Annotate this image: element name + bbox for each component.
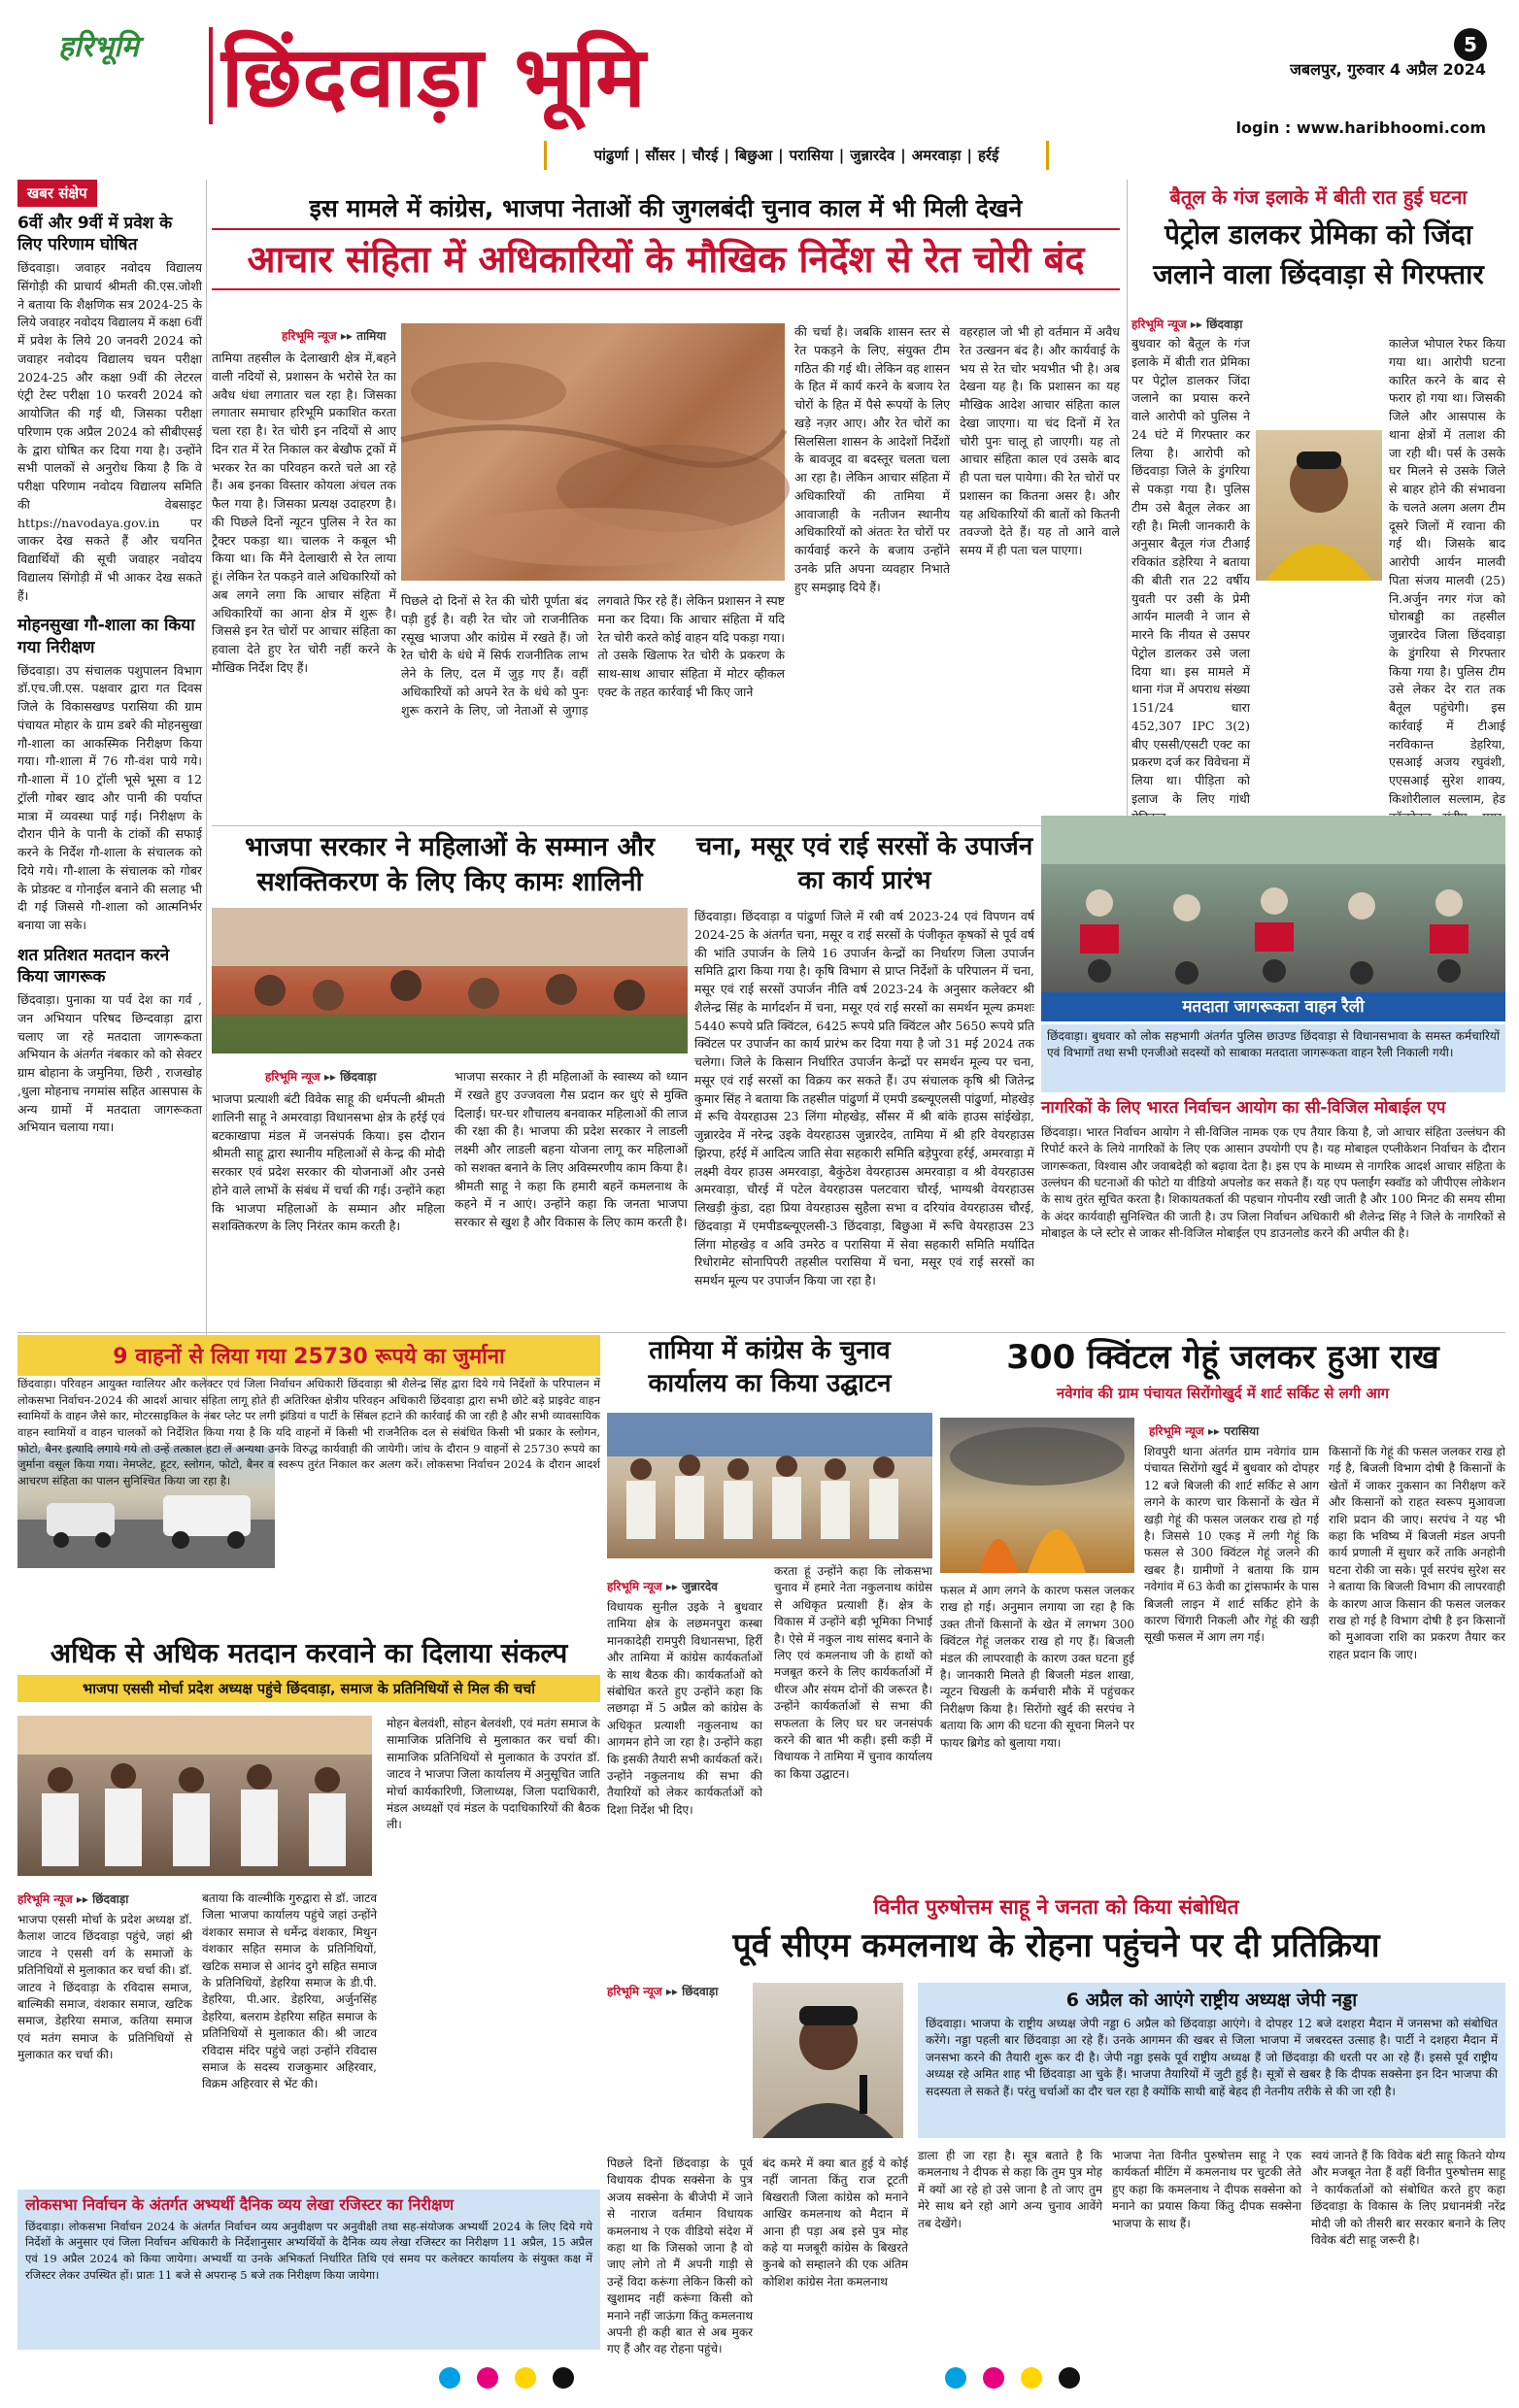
brief-body: छिंदवाड़ा। जवाहर नवोदय विद्यालय सिंगोड़ी की प्राचार्य श्रीमती की.एस.जोशी ने बताया कि शैक्षणिक सत्र 2024-25 के लिये जवाहर नवोदय विद्यालय में कक्षा 6वीं में प्रवेश के लिये 20 जनवरी 2024 को जवाहर नवोदय विद्यालय चयन परीक्षा 2024-25 और कक्षा 9वीं की लेटरल एंट्री टेस्ट परीक्षा 10 फरवरी 2024 को आयोजित की गई थी, जिसका परीक्षा परिणाम एक अप्रैल 2024 को सीबीएसई के द्वारा घोषित कर दिया गया है। उन्होंने सभी पालकों से अनुरोध किया है कि वे परीक्षा परिणाम नवोदय विद्यालय समिति की वेबसाइट https://navodaya.gov.in पर जाकर देख सकते हैं और चयनित विद्यार्थियों की सूची जवाहर नवोदय विद्यालय सिंगोड़ी में भी आकर देख सकते हैं। bbox=[17, 260, 202, 603]
wheat-subhead: नवेगांव की ग्राम पंचायत सिरोंगोखुर्द में शार्ट सर्किट से लगी आग bbox=[1056, 1384, 1390, 1402]
byline-place: छिंदवाड़ा bbox=[340, 1070, 377, 1084]
masthead-divider bbox=[209, 27, 213, 124]
betul-body-left: बुधवार को बैतूल के गंज इलाके में बीती रात प्रेमिका पर पेट्रोल डालकर जिंदा जलाने का प्रयास करने वाले आरोपी को पुलिस ने 24 घंटे में गिरफ्तार कर लिया है। आरोपी को छिंदवाड़ा जिले के डुंगरिया से पकड़ा गया है। पुलिस टीम उसे बैतूल लेकर आ रही है। मिली जानकारी के अनुसार बैतूल गंज टीआई रविकांत डहेरिया ने बताया की बीती रात 22 वर्षीय युवती पर उसी के प्रेमी आर्यन मालवी ने जान से मारने कि नीयत से उसपर पेट्रोल डालकर उसे जला दिया था। इस मामले में थाना गंज में अपराध संख्या 151/24 धारा 452,307 IPC 3(2) बीए एससी/एसटी एक्ट का प्रकरण दर्ज कर विवेचना में लिया था। पीड़िता को इलाज के लिए गांधी bbox=[1131, 336, 1250, 806]
nadda-box bbox=[918, 1983, 1505, 2138]
sc-meeting-photo bbox=[17, 1716, 372, 1876]
kamalnath-col-1: पिछले दिनों छिंदवाड़ा के पूर्व विधायक दीपक सक्सेना के पुत्र अजय सक्सेना के बीजेपी में जाने से नाराज वर्तमान विधायक कमलनाथ ने एक वीडियो संदेश में कहा था कि जिसको जाना है वो जाए लोगे तो मैं अपनी गाड़ी से उन्हें विदा करूंगा लेकिन किसी को खुशामद नहीं करूंगा किसी को मनाने नहीं जाऊंगा किंतु कमलनाथ अपनी ही कही बात से अब मुकर गए हैं और वह रोहना पहुंचे। bbox=[607, 2157, 753, 2357]
betul-headline: पेट्रोल डालकर प्रेमिका को जिंदा जलाने वाला छिंदवाड़ा से गिरफ्तार bbox=[1153, 218, 1484, 290]
betul-body-right: कालेज भोपाल रेफर किया गया था। आरोपी घटना कारित करने के बाद से फरार हो गया था। जिसकी जिले और आसपास के थाना क्षेत्रों में तलाश की जा रही थी। पर्स के उसके घर मिलने से उसके जिले से बाहर होने की संभावना के चलते अलग अलग टीम दूसरे जिलों में रवाना की गई थी। जिसके बाद आरोपी आर्यन मालवी पिता संजय मालवी (25) नि.अर्जुन नगर गंज को घोराबड्डी का तहसील जुन्नारदेव जिला छिंदवाड़ा के डुंगरिया से गिरफ्तार किया गया है। पुलिस टीम उसे लेकर देर रात तक बैतूल पहुंचेगी। इस कार्रवाई में टीआई नरविकान्त डेहरिया, एसआई अजय रघुवंशी, एएसआई सुरेश शाक्य, किशोरीलाल सल्लाम, हेड bbox=[1389, 336, 1505, 806]
page-number: 5 bbox=[1454, 28, 1487, 61]
wheat-col-1: शिवपुरी थाना अंतर्गत ग्राम नवेगांव ग्राम पंचायत सिरोंगो खुर्द में बुधवार को दोपहर 12 बजे बिजली की शार्ट सर्किट से आग लगने के कारण चार किसानों के खेत में खड़ी गेहूं की फसल जलकर राख हो गई है। जिससे 10 एकड़ में लगी गेहूं कि फसल से 300 क्विंटल गेहूं जलने की खबर है। ग्रामीणों ने बताया कि ग्राम नवेगांव में 63 केवी का ट्रांसफार्मर के पास बिजली लाइन में शार्ट सर्किट होने के कारण चिंगारी निकली और गेहूं की खड़ी सूखी फसल में आग लग गई। bbox=[1144, 1445, 1319, 1645]
brief-body: छिंदवाड़ा। पुनाका या पर्व देश का गर्व , जन अभियान परिषद छिन्दवाड़ा द्वारा चलाए जा रहे मतदाता जागरूकता अभियान के अंतर्गत नंबकार को को सेक्टर ग्राम बोहाना के जमुनिया, छिरी , राजखोह ,धुला मोहनाच नगमांस सहित आसपास के अन्य ग्रामों में मतदाता जागरूकता अभियान चलाया गया। bbox=[17, 992, 202, 1135]
congress-col-2: करता हूं उन्होंने कहा कि लोकसभा चुनाव में हमारे नेता नकुलनाथ कांग्रेस से अधिकृत प्रत्याशी हैं। क्षेत्र के विकास में उन्होंने बड़ी भूमिका निभाई है। ऐसे में नकुल नाथ सांसद बनाने के लिए एवं कमलनाथ जी के हाथों को मजबूत करने के लिए कार्यकर्ताओं में धीरज और संयम दोनों की जरूरत है। उन्होंने कार्यकर्ताओं से सभा की सफलता के लिए घर घर जनसंपर्क करने की बात भी कही। इसी कड़ी में विधायक ने तामिया में चुनाव कार्यालय का किया उद्घाटन। bbox=[774, 1564, 932, 1781]
person-portrait-icon bbox=[1256, 430, 1382, 581]
bjp-women-story bbox=[212, 830, 688, 1325]
sc-subhead: भाजपा एससी मोर्चा प्रदेश अध्यक्ष पहुंचे छिंदवाड़ा, समाज के प्रतिनिधियों से मिल की चर्चा bbox=[17, 1675, 600, 1702]
byline-source: हरिभूमि न्यूज bbox=[1131, 318, 1187, 331]
byline-place: छिंदवाड़ा bbox=[92, 1892, 129, 1906]
byline-place: जुन्नारदेव bbox=[682, 1580, 718, 1593]
wheat-headline: 300 क्विंटल गेहूं जलकर हुआ राख bbox=[1006, 1338, 1439, 1377]
betul-story bbox=[1131, 180, 1505, 820]
cyan-dot bbox=[439, 2367, 460, 2389]
wheat-col-2: फसल में आग लगने के कारण फसल जलकर राख हो गई। अनुमान लगाया जा रहा है कि उक्त तीनों किसानों के खेत में लगभग 300 क्विंटल गेहूं जलकर राख हो गए हैं। बिजली मंडल की लापरवाही के कारण उक्त घटना हुई है। जानकारी मिलते ही बिजली मंडल शाखा, न्यूटन चिखली के कर्मचारी मौके में पहुंचकर निरीक्षण किया है। सिरोंगो खुर्द की सरपंच ने बताया कि आग की घटना की सूचना मिलने पर फायर ब्रिगेड को बुलाया गया। bbox=[940, 1584, 1134, 1750]
cvigil-story bbox=[1041, 1097, 1505, 1325]
cvigil-headline: नागरिकों के लिए भारत निर्वाचन आयोग का सी-विजिल मोबाईल एप bbox=[1041, 1098, 1446, 1118]
brief-headline: 6वीं और 9वीं में प्रवेश के लिए परिणाम घोषित bbox=[17, 214, 173, 255]
bjp-women-col-2: भाजपा सरकार ने ही महिलाओं के स्वास्थ्य को ध्यान में रखते हुए उज्जवला गैस प्रदान कर धुएं से मुक्ति दिलाई। घर-घर शौचालय बनवाकर महिलाओं की लाज की रक्षा की है। भाजपा की प्रदेश सरकार ने लाडली लक्ष्मी और लाडली बहना योजना लागू कर महिलाओं को सशक्त बनाने के लिए अविस्मरणीय काम किया है। श्रीमती साहू ने कहा कि हमारी बहनें कमलनाथ के कहने में न आएं। उन्होंने कहा कि जनता भाजपा सरकार से खुश है और विकास के लिए काम करती है। bbox=[455, 1069, 688, 1229]
magenta-dot bbox=[477, 2367, 498, 2389]
wheat-byline: हरिभूमि न्यूज ▸▸ परासिया bbox=[1149, 1424, 1260, 1438]
black-dot bbox=[1059, 2367, 1080, 2389]
print-registration-marks bbox=[0, 2367, 1519, 2396]
brief-label: खबर संक्षेप bbox=[17, 180, 97, 207]
town-item: परासिया bbox=[789, 147, 833, 164]
congress-col-1: विधायक सुनील उइके ने बुधवार तामिया क्षेत्र के लछमनपुरा कस्बा मानकादेही रामपुरी विधानसभा, हिर्री और तामिया में कांग्रेस कार्यकर्ताओं के साथ बैठक की। कार्यकर्ताओं को संबोधित करते हुए उन्होंने कहा कि लछगढ़ा में 5 अप्रैल को कांग्रेस के अधिकृत प्रत्याशी नकुलनाथ का आगमन होने जा रहा है। उन्होंने कहा कि इसकी तैयारी सभी कार्यकर्ता करें। उन्होंने नकुलनाथ की सभा की तैयारियों को लेकर कार्यकर्ताओं को दिशा निर्देश भी दिए। bbox=[607, 1600, 762, 1817]
mandi-body: छिंदवाड़ा। छिंदवाड़ा व पांढुर्णा जिले में रबी वर्ष 2023-24 एवं विपणन वर्ष 2024-25 के अंतर्गत चना, मसूर व राई सरसों के पंजीकृत कृषकों से पूर्व वर्ष की भांति उपार्जन के लिये 16 उपार्जन केन्द्रों का निर्धारण जिला उपार्जन समिति द्वारा किया गया है। कृषि विभाग से प्राप्त निर्देशों के परिपालन में चना, मसूर एवं राई सरसों उपार्जन नीति वर्ष 2023-24 के अनुसार कलेक्टर श्री शैलेन्द्र सिंह के मार्गदर्शन में चना, मसूर एवं राई सरसों का समर्थन मूल्य क्रमशः 5440 रूपये प्रति क्विंटल, 6425 रूपये प्रति क्विंटल और 5650 रूपये प्रति क्विंटल पर उपार्जन का कार्य प्रारंभ कर दिया गया है जो 31 मई 2024 तक चलेगा। जिले के किसान निर्धारित उपार्जन केन्द्रों पर समर्थन मूल्य पर चना, मसूर एवं राई सरसों का विक्रय कर सकते हैं। उप संचालक कृषि श्री जितेन्द्र कुमार सिंह ने बताया कि तहसील पांढुर्णा में एमपी डब्ल्यूएलसी पांढुर्णा, मोहखेड़ में रूचि वेयरहाउस 23 लिंगा मोहखेड़, सौंसर में श्री बांके हाउस सांईखेड़ा, जुन्नारदेव में नरेन्द्र उइके वेयरहाउस जुन्नारदेव, तामिया में श्री हरि वेयरहाउस झिरपा, हर्रई में आदित्य जाति सेवा सहकारी समिति बड़ेपुरवा हर्रई, अमरवाड़ा में लक्ष्मी वेयर हाउस अमरवाड़ा, बैकुंठेश वेयरहाउस अमरवाड़ा व श्री वेयरहाउस अमरवाड़ा, चौरई में पटेल वेयरहाउस पलटवारा चौरई, भाग्यश्री वेयरहाउस लिखड़ी कुंडा, दहा प्रिया वेयरहाउस सुहैला सभा व दरियांव वेयरहाउस चौरई, छिंदवाड़ा में एमपीडब्ल्यूएलसी-3 छिंदवाड़ा, बिछुआ में रूचि वेयरहाउस 23 लिंगा मोहखेड़ व अवि उमरेठ व परासिया में सेवा सहकारी समिति मर्यादित रिधोरामेट सोनापिपरी तहसील परासिया में चना, मसूर एवं राई सरसों का समर्थन मूल्य पर उपार्जन किया जा रहा है। bbox=[694, 909, 1034, 1288]
lead-story bbox=[212, 180, 1120, 820]
byline-place: तामिया bbox=[356, 329, 387, 343]
black-dot bbox=[553, 2367, 574, 2389]
lead-col-1: तामिया तहसील के देलाखारी क्षेत्र में,बहने वाली नदियों से, प्रशासन के भरोसे रेत का अवैध धंधा लगातार चल रहा है। जिसका लगातार समाचार हरिभूमि प्रकाशित करता चला रहा है। रेत चोरी इन नदियों से आए दिन रात में रेत निकाल कर बेखौफ ट्रकों में भरकर रेत का परिवहन करते चले आ रहे हैं। अब इनका विस्तार कोयला अंचल तक फैल गया है। जिसका प्रत्यक्ष उदाहरण है। की पिछले दिनों न्यूटन पुलिस ने रेत का ट्रैक्टर पकड़ा था। चालक ने कबूल भी किया था। कि मैंने देलाखारी से रेत लाया हूं। लेकिन रेत पकड़ने वाले अधिकारियों को अब लगने लगा कि आचार संहिता में अधिकारियों का आना क्षेत्र में शुरू है। जिससे इन रेत चोरों पर आचार संहिता का हवाला देते हुए रेत चोरी नहीं करने के मौखिक निर्देश दिए हैं। bbox=[212, 351, 396, 675]
byline-source: हरिभूमि न्यूज bbox=[265, 1070, 321, 1084]
sc-byline: हरिभूमि न्यूज ▸▸ छिंदवाड़ा bbox=[17, 1892, 129, 1906]
sc-col-3: मोहन बेलवंशी, सोहन बेलवंशी, एवं मतंग समाज के सामाजिक प्रतिनिधि से मुलाकात कर चर्चा की। सामाजिक प्रतिनिधियों से मुलाकात के उपरांत डॉ. जाटव ने भाजपा जिला कार्यालय में अनुसूचित जाति मोर्चा कार्यकारिणी, जिलाध्यक्ष, जिला पदाधिकारी, मंडल अध्यक्षों एवं मंडल के पदाधिकारियों की बैठक ली। bbox=[387, 1717, 600, 1832]
date-line: जबलपुर, गुरुवार 4 अप्रैल 2024 bbox=[1290, 60, 1486, 79]
town-item: हर्रई bbox=[977, 147, 999, 164]
town-strip: पांढुर्णा | सौंसर | चौरई | बिछुआ | परासिया | जुन्नारदेव | अमरवाड़ा | हर्रई bbox=[544, 141, 1049, 170]
nadda-headline: 6 अप्रैल को आएंगे राष्ट्रीय अध्यक्ष जेपी नड्डा bbox=[1065, 1990, 1358, 2011]
kamalnath-headline: पूर्व सीएम कमलनाथ के रोहना पहुंचने पर दी प्रतिक्रिया bbox=[732, 1926, 1380, 1965]
kamalnath-byline: हरिभूमि न्यूज ▸▸ छिंदवाड़ा bbox=[607, 1985, 719, 1998]
women-meeting-photo bbox=[212, 908, 688, 1054]
lead-col-2: पिछले दो दिनों से रेत की चोरी पूर्णता बंद पड़ी हुई है। वही रेत चोर जो राजनीतिक रसूख भाजपा और कांग्रेस में रखते हैं। जो रेत चोरी के धंधे में सिर्फ राजनीतिक लाभ लेने के लिए, दल में जुड़ गए हैं। वहीं अधिकारियों को अपने रेत के धंधे को पुनः शुरू कराने के लिए, जो नेताओं से जुगाड़ लगवाते फिर रहे हैं। लेकिन प्रशासन ने स्पष्ट मना कर दिया। कि आचार संहिता में यदि रेत चोरी करते कोई वाहन यदि पकड़ा गया। तो उसके खिलाफ रेत चोरी के प्रकरण के साथ-साथ आचार संहिता में मोटर व्हीकल एक्ट के तहत कार्रवाई भी किए जाने bbox=[401, 593, 785, 718]
yellow-dot bbox=[515, 2367, 536, 2389]
sc-col-1: भाजपा एससी मोर्चा के प्रदेश अध्यक्ष डॉ. कैलाश जाटव छिंदवाड़ा पहुंचे, जहां श्री जाटव ने एससी वर्ग के समाजों के प्रतिनिधियों से मुलाकात कर चर्चा की। डॉ. जाटव ने छिंदवाड़ा के रविदास समाज, बाल्मिकी समाज, वंशकार समाज, खटिक समाज, डेहरिया समाज, कतिया समाज एवं मतंग समाज के प्रतिनिधियों से मुलाकात कर चर्चा की। bbox=[17, 1913, 192, 2062]
byline-source: हरिभूमि न्यूज bbox=[1149, 1424, 1204, 1438]
rally-note bbox=[1041, 1024, 1505, 1092]
town-item: बिछुआ bbox=[734, 147, 773, 164]
register-body: छिंदवाड़ा। लोकसभा निर्वाचन 2024 के अंतर्गत निर्वाचन व्यय अनुवीक्षण पर अनुवीक्षी तथा सह-संयोजक अभ्यर्थी 2024 के लिए दिये गये निर्देशों के अनुसार एवं जिला निर्वाचन अधिकारी के निर्देशानुसार अभ्यर्थियों के दैनिक व्यय लेखा रजिस्टर का निरीक्षण 11 अप्रैल, 15 अप्रैल एवं 19 अप्रैल 2024 को किया जायेगा। अभ्यर्थी या उनके अभिकर्ता निर्धारित तिथि एवं समय पर कलेक्टर कार्यालय के संयुक्त कक्ष में रजिस्टर लेकर उपस्थित हों। प्रातः 11 बजे से अपरान्ह 5 बजे तक निरीक्षण किया जायेगा। bbox=[25, 2219, 592, 2282]
brief-headline: शत प्रतिशत मतदान करने किया जागरूक bbox=[17, 945, 170, 987]
byline-place: छिंदवाड़ा bbox=[1206, 318, 1243, 331]
scooter-rally-illustration bbox=[1041, 816, 1505, 992]
sc-col-2: बताया कि वाल्मीकि गुरुद्वारा से डॉ. जाटव जिला भाजपा कार्यालय पहुंचे जहां उन्होंने वंशकार समाज से धर्मेन्द्र वंशकार, मिथुन वंशकार सहित समाज के प्रतिनिधियों, खटिक समाज से आनंद दुगे सहित समाज के प्रतिनिधियों, डेहरिया समाज के डी.पी. डेहरिया, पी.आर. डेहरिया, अर्जुनसिंह डेहरिया, बलराम डेहरिया सहित समाज के प्रतिनिधियों से मुलाकात की। श्री जाटव रविदास मंदिर पहुंचे जहां उन्होंने रविदास समाज के सदस्य राजकुमार अहिरवार, विक्रम अहिरवार से भेंट की। bbox=[202, 1891, 377, 2091]
fine-story bbox=[17, 1335, 600, 1631]
town-item: अमरवाड़ा bbox=[911, 147, 962, 164]
register-box bbox=[17, 2190, 600, 2350]
town-item: सौंसर bbox=[645, 147, 675, 164]
lead-col-4: वहरहाल जो भी हो वर्तमान में अवैध रेत उत्खनन बंद है। और कार्यवाई के भय से रेत चोर भयभीत भी है। अब देखना यह है। कि प्रशासन का यह मौखिक आदेश आचार संहिता काल देखा जाएगा। या चंद दिनों में रेत चोरी पुनः चालू हो जाएगी। यह तो आचार संहिता काल एवं उसके बाद ही पता चल पायेगा। की रेत चोरों पर प्रशासन का कितना असर है। और यह अधिकारियों की बातों को कितनी तवज्जो देते हैं। यह तो आने वाले समय में ही पता चल पाएगा। bbox=[960, 324, 1120, 557]
congress-byline: हरिभूमि न्यूज ▸▸ जुन्नारदेव bbox=[607, 1580, 718, 1593]
kamalnath-story bbox=[607, 1893, 1505, 2357]
magenta-dot bbox=[983, 2367, 1004, 2389]
byline-source: हरिभूमि न्यूज bbox=[607, 1580, 662, 1593]
lead-headline: आचार संहिता में अधिकारियों के मौखिक निर्देश से रेत चोरी बंद bbox=[212, 228, 1120, 290]
masthead bbox=[0, 0, 1519, 180]
page-title: छिंदवाड़ा भूमि bbox=[221, 29, 647, 126]
sc-headline: अधिक से अधिक मतदान करवाने का दिलाया संकल्प bbox=[50, 1637, 568, 1669]
rally-caption: मतदाता जागरूकता वाहन रैली bbox=[1041, 992, 1505, 1021]
nadda-body: छिंदवाड़ा। भाजपा के राष्ट्रीय अध्यक्ष जेपी नड्डा 6 अप्रैल को छिंदवाड़ा आएंगे। वे दोपहर 12 बजे दशहरा मैदान में जनसभा को संबोधित करेंगे। नड्डा पहली बार छिंदवाड़ा आ रहे हैं। उनके आगमन की खबर से जिला भाजपा में जबरदस्त उत्साह है। पार्टी ने दशहरा मैदान में जनसभा करने की तैयारी शुरू कर दी है। जेपी नड्डा इसके पूर्व राष्ट्रीय अध्यक्ष हैं जो छिंदवाड़ा की धरती पर आ रहे हैं। इससे पूर्व राष्ट्रीय अध्यक्ष रहे अमित शाह भी छिंदवाड़ा आ चुके हैं। भाजपा तैयारियों में जुटी हुई है। सूत्रों से खबर है कि दीपक सक्सेना इन दिन भाजपा की सदस्यता ले सकते हैं। परंतु चर्चाओं का दौर चल रहा है क्योंकि साथी बाहें बेहद ही नेतनीय तरीके से की जा रही है। bbox=[926, 2017, 1498, 2098]
kamalnath-col-2: बंद कमरे में क्या बात हुई ये कोई नहीं जानता किंतु राज टूटती बिखराती जिला कांग्रेस को मनाने आखिर कमलनाथ को मैदान में आना ही पड़ा अब इसे पुत्र मोह कहे या मजबूरी कांग्रेस के बिखरते कुनबे को सम्हालने की एक अंतिम कोशिश कांग्रेस नेता कमलनाथ bbox=[762, 2157, 908, 2289]
mandi-story bbox=[694, 830, 1034, 1325]
betul-byline: हरिभूमि न्यूज ▸▸ छिंदवाड़ा bbox=[1131, 318, 1243, 331]
kamalnath-kicker: विनीत पुरुषोत्तम साहू ने जनता को किया संबोधित bbox=[873, 1895, 1239, 1919]
brief-headline: मोहनसुखा गौ-शाला का किया गया निरीक्षण bbox=[17, 616, 195, 657]
sand-mining-photo bbox=[401, 323, 785, 581]
town-item: चौरई bbox=[692, 147, 719, 164]
bjp-women-byline: हरिभूमि न्यूज ▸▸ छिंदवाड़ा bbox=[265, 1070, 377, 1084]
column-rule bbox=[206, 180, 207, 1476]
yellow-dot bbox=[1021, 2367, 1042, 2389]
fire-photo bbox=[940, 1418, 1134, 1573]
speaker-photo bbox=[753, 1983, 903, 2138]
inauguration-crowd-illustration bbox=[607, 1413, 932, 1558]
news-brief-column bbox=[17, 180, 202, 1476]
register-headline: लोकसभा निर्वाचन के अंतर्गत अभ्यर्थी दैनिक व्यय लेखा रजिस्टर का निरीक्षण bbox=[25, 2195, 455, 2214]
section-rule bbox=[17, 1332, 1505, 1333]
rally-section bbox=[1041, 816, 1505, 1017]
town-item: जुन्नारदेव bbox=[850, 147, 895, 164]
kamalnath-col-4: भाजपा नेता विनीत पुरुषोत्तम साहू ने एक कार्यकर्ता मीटिंग में कमलनाथ पर चुटकी लेते हुए कहा कि कमलनाथ ने दीपक सक्सेना को मनाने का प्रयास किया किंतु दीपक सक्सेना भाजपा के साथ हैं। bbox=[1112, 2149, 1301, 2230]
bjp-women-headline: भाजपा सरकार ने महिलाओं के सम्मान और सशक्तिकरण के लिए किए कामः शालिनी bbox=[244, 832, 655, 898]
wheat-fire-story bbox=[940, 1335, 1505, 1889]
kamalnath-col-5: स्वयं जानते हैं कि विवेक बंटी साहू कितने योग्य और मजबूत नेता हैं वहीं विनीत पुरुषोत्तम साहू ने कार्यकर्ताओं को संबोधित करते हुए कहा छिंदवाड़ा के विकास के लिए प्रधानमंत्री नरेंद्र मोदी जी को तीसरी बार सरकार बनाने के लिए विवेक बंटी साहू जरूरी है। bbox=[1311, 2149, 1505, 2247]
sc-morcha-story bbox=[17, 1636, 600, 2185]
mandi-headline: चना, मसूर एवं राई सरसों के उपार्जन का कार्य प्रारंभ bbox=[695, 832, 1033, 896]
brand-logo: हरिभूमि bbox=[58, 30, 139, 64]
town-item: पांढुर्णा bbox=[593, 147, 629, 164]
fine-body: छिंदवाड़ा। परिवहन आयुक्त ग्वालियर और कलेक्टर एवं जिला निर्वाचन अधिकारी छिंदवाड़ा श्री शैलेन्द्र सिंह द्वारा दिये गये निर्देशों के परिपालन में लोकसभा निर्वाचन-2024 की आदर्श आचार संहिता लागू होते ही अतिरिक्त क्षेत्रीय परिवहन अधिकारी छिंदवाड़ा द्वारा सभी छोटे बड़े प्राइवेट वाहन स्वामियों के वाहन जैसे कार, मोटरसाइकिल के नंबर प्लेट पर लगी झंडियां व पार्टी के सिंबल हटाने की कार्रवाई की जा रही है और सभी व्यावसायिक वाहन स्वामियों व वाहन चालकों को निर्देशित किया गया है कि यदि वाहनों में किसी भी राजनैतिक दल से संबंधित किसी भी प्रकार के स्लोगन, फोटो, बैनर इत्यादि लगाये गये तो उन्हें तत्काल हटा लें अन्यथा उनके विरुद्ध कार्यवाही की जायेगी। जांच के दौरान 9 वाहनों से 25730 रूपये का जुर्माना वसूल किया गया। नेमप्लेट, हूटर, स्लोगन, फोटो, बैनर व स्वरूप तुरंत निकाल कर अलग करें। लोकसभा निर्वाचन 2024 के दौरान आदर्श आचरण संहिता का पालन सुनिश्चित किया जा रहा है। bbox=[17, 1377, 600, 1488]
lead-kicker: इस मामले में कांग्रेस, भाजपा नेताओं की जुगलबंदी चुनाव काल में भी मिली देखने bbox=[309, 194, 1023, 222]
byline-place: छिंदवाड़ा bbox=[682, 1985, 719, 1998]
login-line[interactable]: login : www.haribhoomi.com bbox=[1235, 118, 1486, 137]
fire-illustration bbox=[940, 1418, 1134, 1573]
accused-photo bbox=[1256, 430, 1382, 581]
cyan-dot bbox=[945, 2367, 966, 2389]
byline-source: हरिभूमि न्यूज bbox=[607, 1985, 662, 1998]
rally-photo bbox=[1041, 816, 1505, 992]
byline-place: परासिया bbox=[1224, 1424, 1260, 1438]
congress-headline: तामिया में कांग्रेस के चुनाव कार्यालय का किया उद्घाटन bbox=[648, 1336, 892, 1398]
bjp-women-col-1: भाजपा प्रत्याशी बंटी विवेक साहू की धर्मपत्नी श्रीमती शालिनी साहू ने अमरवाड़ा विधानसभा क्षेत्र के हर्रई एवं बटकाखापा मंडल में जनसंपर्क किया। इस दौरान श्रीमती साहू द्वारा स्थानीय महिलाओं से केन्द्र की मोदी सरकार एवं प्रदेश सरकार की योजनाओं और उनसे होने वाले लाभों के संबंध में चर्चा की गई। उन्होंने कहा कि भाजपा महिलाओं के सम्मान और महिला सशक्तिकरण के लिए निरंतर काम करती है। bbox=[212, 1091, 445, 1234]
betul-kicker: बैतूल के गंज इलाके में बीती रात हुई घटना bbox=[1169, 185, 1468, 209]
lead-byline: हरिभूमि न्यूज ▸▸ तामिया bbox=[282, 329, 387, 343]
congress-office-photo bbox=[607, 1413, 932, 1558]
group-meeting-illustration bbox=[17, 1716, 372, 1876]
byline-source: हरिभूमि न्यूज bbox=[282, 329, 337, 343]
brief-body: छिंदवाड़ा। उप संचालक पशुपालन विभाग डॉ.एच.जी.एस. पक्षवार द्वारा गत दिवस जिले के विकासखण्ड परासिया की ग्राम पंचायत मोहार के ग्राम डबरे की मोहनसुखा गौ-शाला का आकस्मिक निरीक्षण किया गया। गौ-शाला में 76 गौ-वंश पाये गये। गौ-शाला में 10 ट्रॉली भूसे भूसा व 12 ट्रॉली गोबर खाद और पानी की पर्याप्त मात्रा में व्यवस्था पाई गई। निरीक्षण के दौरान पीने के पानी के टांकों की सफाई करने के निर्देश गौ-शाला के संचालक को दिये गये। गौ-शाला के संचालक को गोबर के प्रोडक्ट व गोनाईल बनाने की सलाह भी दी गई जिससे गौ-शाला को आत्मनिर्भर बनाया जा सके। bbox=[17, 662, 202, 933]
cvigil-body: छिंदवाड़ा। भारत निर्वाचन आयोग ने सी-विजिल नामक एक एप तैयार किया है, जो आचार संहिता उल्लंघन की रिपोर्ट करने के लिये नागरिकों के लिए एक आसान उपयोगी एप है। यह मोबाइल एप्लीकेशन निर्वाचन के दौरान जागरूकता, विश्वास और जवाबदेही को बढ़ावा देता है। इस एप के माध्यम से नागरिक आदर्श आचार संहिता के उल्लंघन की घटनाओं की फोटो या वीडियो अपलोड कर सकते हैं। यह एप फ्लाईंग स्क्वॉड को जीपीएस लोकेशन के साथ तुरंत सूचित करता है। शिकायतकर्ता की पहचान गोपनीय रखी जाती है और 100 मिनट की समय सीमा के अंदर कार्यवाही सुनिश्चित की जाती है। उप जिला निर्वाचन अधिकारी श्री शैलेन्द्र सिंह ने जिले के नागरिकों से मोबाइल के प्ले स्टोर से जाकर सी-विजिल मोबाईल एप डाउनलोड करने की अपील की है। bbox=[1041, 1124, 1505, 1241]
column-rule bbox=[1127, 180, 1128, 820]
kamalnath-col-3: डाला ही जा रहा है। सूत्र बताते है कि कमलनाथ ने दीपक से कहा कि तुम पुत्र मोह में क्यों आ रहे हो उसे जाना है तो जाए तुम मेरे साथ बने रहो आगे अन्य चुनाव आवेंगे तब देखेंगे। bbox=[918, 2149, 1102, 2230]
lead-col-3: की चर्चा है। जबकि शासन स्तर से रेत पकड़ने के लिए, संयुक्त टीम गठित की गई थी। लेकिन वह शासन के हित में कार्य करने के बजाय रेत चोरों के हित में पैसे रूपयों के लिए खड़े नज़र आए। और रेत चोरों का सिलसिला शासन के आदेशों निर्देशों के बावजूद वा बदस्तूर चलता चला आ रहा है। लेकिन आचार संहिता में अधिकारियों की तामिया में आवाजाही के नतीजन स्थानीय अधिकारियों को अंततः रेत चोरों पर कार्यवाई करने के बजाय उन्होंने उनके प्रति अपना व्यवहार निभाते हुए समझाइ दिये हैं। bbox=[794, 324, 950, 594]
wheat-col-3: किसानों कि गेहूं की फसल जलकर राख हो गई है, बिजली विभाग दोषी है किसानों के खेतों में जाकर नुकसान का निरीक्षण करें और किसानों को राहत स्वरूप मुआवजा राशि प्रदान की जाए। सरपंच ने यह भी कहा कि भविष्य में बिजली मंडल अपनी कार्य प्रणाली में सुधार करें ताकि अनहोनी घटना रोकी जा सके। पूर्व सरपंच सुरेश सर ने बताया कि बिजली विभाग की लापरवाही के कारण आज किसान की फसल जलकर राख हो गई है विभाग दोषी है इन किसानों को मुआवजा राशि का प्रकरण तैयार कर राहत प्रदान कि जाए। bbox=[1329, 1445, 1505, 1661]
meeting-crowd-illustration bbox=[212, 908, 688, 1054]
fine-headline: 9 वाहनों से लिया गया 25730 रूपये का जुर्माना bbox=[17, 1335, 600, 1376]
congress-story bbox=[607, 1335, 932, 1879]
sand-mining-illustration bbox=[401, 323, 785, 581]
speaker-portrait-icon bbox=[753, 1983, 903, 2138]
rally-note-text: छिंदवाड़ा। बुधवार को लोक सहभागी अंतर्गत पुलिस छाउण्ड छिंदवाड़ा से विधानसभावा के समस्त कर्मचारियों एवं विभागों तथा सभी एनजीओ सदस्यों को साबाका मतदाता जागरूकता वाहन रैली निकाली गयी। bbox=[1047, 1029, 1500, 1060]
byline-source: हरिभूमि न्यूज bbox=[17, 1892, 73, 1906]
